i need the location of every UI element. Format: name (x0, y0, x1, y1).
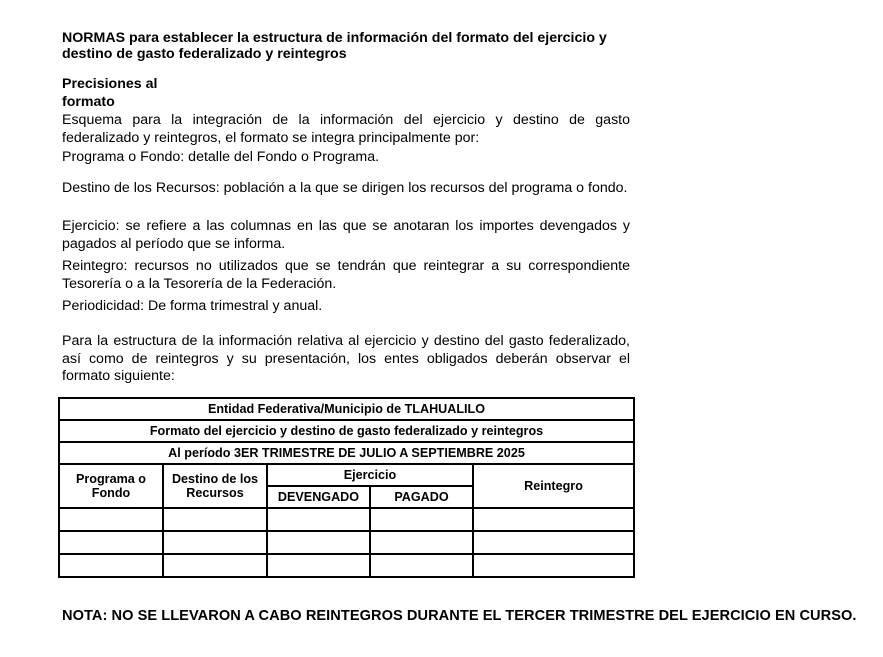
section-heading-line1: Precisiones al (62, 76, 158, 92)
table-row (59, 508, 634, 531)
table-cell (59, 554, 163, 577)
table-cell (473, 508, 634, 531)
paragraph-periodicidad: Periodicidad: De forma trimestral y anual. (62, 298, 323, 314)
nota-text: NOTA: NO SE LLEVARON A CABO REINTEGROS DURANTE EL TERCER TRIMESTRE DEL EJERCICIO EN CURSO. (62, 608, 857, 624)
table-cell (473, 554, 634, 577)
paragraph-estructura-clip (62, 333, 632, 384)
column-header-ejercicio: Ejercicio (267, 464, 473, 486)
paragraph-estructura: Para la estructura de la información relativa al ejercicio y destino del gasto federalizado, así como de reintegros y su presentación, los entes obligados deberán observar el formato siguiente: (62, 333, 630, 384)
paragraph-reintegro: Reintegro: recursos no utilizados que se tendrán que reintegrar a su correspondiente Tesorería o a la Tesorería de la Federación. (62, 258, 630, 292)
table-format-header: Formato del ejercicio y destino de gasto federalizado y reintegros (59, 420, 634, 442)
table-cell (370, 554, 473, 577)
paragraph-destino: Destino de los Recursos: población a la que se dirigen los recursos del programa o fondo. (62, 180, 628, 196)
paragraph-programa: Programa o Fondo: detalle del Fondo o Programa. (62, 149, 380, 165)
column-header-devengado: DEVENGADO (267, 486, 370, 508)
table-cell (473, 531, 634, 554)
paragraph-esquema: Esquema para la integración de la información del ejercicio y destino de gasto federalizado y reintegros, el formato se integra principalmente por: (62, 112, 630, 146)
column-header-pagado: PAGADO (370, 486, 473, 508)
paragraph-ejercicio: Ejercicio: se refiere a las columnas en las que se anotaran los importes devengados y pagados al período que se informa. (62, 218, 630, 252)
table-period-header: Al período 3ER TRIMESTRE DE JULIO A SEPTIEMBRE 2025 (59, 442, 634, 464)
table-cell (59, 508, 163, 531)
format-table (58, 397, 635, 578)
document-title-text: NORMAS para establecer la estructura de información del formato del ejercicio y destino de gasto federalizado y reintegros (62, 30, 607, 62)
table-cell (370, 508, 473, 531)
table-cell (163, 554, 267, 577)
table-cell (267, 508, 370, 531)
table-row (59, 531, 634, 554)
table-cell (267, 531, 370, 554)
table-row (59, 554, 634, 577)
table-cell (163, 508, 267, 531)
table-entity-header: Entidad Federativa/Municipio de TLAHUALILO (59, 398, 634, 420)
table-cell (267, 554, 370, 577)
document-title (62, 30, 637, 62)
table-cell (163, 531, 267, 554)
section-heading-line2: formato (62, 94, 115, 110)
column-header-reintegro: Reintegro (473, 464, 634, 508)
column-header-destino: Destino de los Recursos (163, 464, 267, 508)
column-header-programa: Programa o Fondo (59, 464, 163, 508)
table-cell (370, 531, 473, 554)
table-cell (59, 531, 163, 554)
